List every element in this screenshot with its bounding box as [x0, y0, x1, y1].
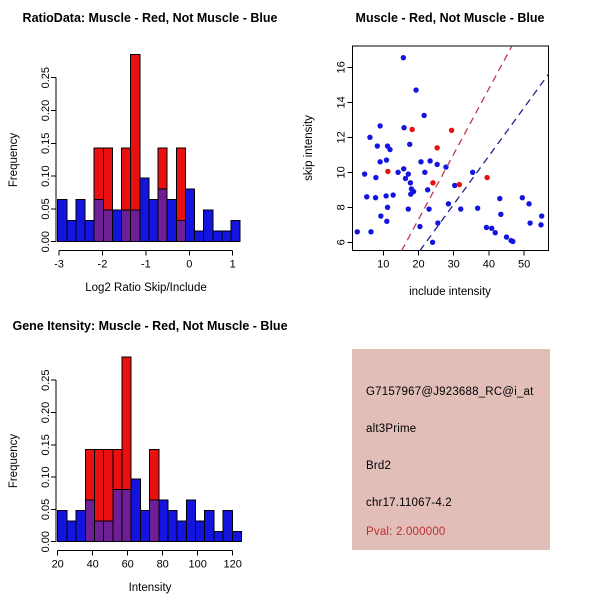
histogram-bar-blue: [140, 510, 149, 541]
plot-box: [353, 46, 549, 251]
y-tick-label: 0.05: [40, 198, 52, 220]
histogram-bar-blue: [196, 521, 205, 542]
scatter-point-blue: [475, 205, 480, 210]
histogram-bar-blue: [231, 221, 240, 242]
scatter-point-red: [449, 128, 454, 133]
histogram-bar-blue: [177, 521, 186, 542]
x-tick-label: -2: [97, 258, 108, 271]
y-tick-label: 0.00: [40, 530, 52, 553]
x-tick-label: 40: [482, 258, 496, 271]
scatter-point-blue: [430, 240, 435, 245]
scatter-point-blue: [406, 206, 411, 211]
scatter-point-blue: [373, 175, 378, 180]
scatter-point-blue: [510, 239, 515, 244]
scatter-point-blue: [368, 229, 373, 234]
scatter-point-blue: [378, 213, 383, 218]
scatter-point-blue: [425, 187, 430, 192]
axes: [348, 67, 524, 255]
histogram-bar-blue: [185, 189, 194, 242]
scatter-point-blue: [497, 196, 502, 201]
histogram-bar-blue: [204, 210, 213, 242]
histogram-bar-overlap: [94, 521, 103, 542]
histogram-bar-blue: [205, 510, 214, 541]
scatter-point-blue: [434, 162, 439, 167]
scatter-point-blue: [383, 193, 388, 198]
scatter-point-blue: [384, 219, 389, 224]
x-tick-label: 20: [412, 258, 425, 271]
y-tick-label: 16: [335, 61, 348, 74]
scatter-point-blue: [408, 180, 413, 185]
scatter-point-red: [409, 127, 414, 132]
x-tick-label: 60: [121, 558, 134, 571]
histogram-bar-blue: [167, 199, 176, 241]
x-tick-label: 50: [517, 258, 531, 271]
x-tick-label: 120: [223, 558, 242, 571]
histogram-bar-overlap: [150, 500, 159, 542]
scatter-point-blue: [470, 170, 475, 175]
chart-title: Muscle - Red, Not Muscle - Blue: [355, 11, 545, 25]
scatter-point-blue: [538, 222, 543, 227]
y-tick-label: 0.10: [40, 165, 52, 187]
histogram-bar-blue: [149, 199, 158, 241]
histogram-bar-blue: [76, 199, 85, 241]
scatter-point-blue: [504, 234, 509, 239]
scatter-point-red: [484, 175, 489, 180]
scatter-point-blue: [489, 226, 494, 231]
histogram-bar-blue: [67, 521, 76, 542]
scatter-point-blue: [422, 170, 427, 175]
scatter-point-blue: [427, 158, 432, 163]
info-line-gene-name: Brd2: [366, 460, 392, 472]
scatter-point-blue: [498, 212, 503, 217]
scatter-point-red: [434, 145, 439, 150]
histogram-bar-blue: [85, 221, 94, 242]
scatter-point-blue: [401, 55, 406, 60]
scatter-point-blue: [367, 135, 372, 140]
histogram-bar-overlap: [176, 221, 185, 242]
info-line-event-type: alt3Prime: [366, 423, 417, 435]
y-axis-label: skip intensity: [303, 115, 315, 181]
histogram-bar-overlap: [131, 210, 140, 242]
histogram-bar-blue: [222, 231, 231, 242]
y-tick-label: 0.15: [40, 132, 52, 155]
histogram-bar-blue: [112, 210, 121, 242]
scatter-point-blue: [401, 166, 406, 171]
scatter-point-blue: [395, 170, 400, 175]
scatter-point-blue: [435, 220, 440, 225]
scatter-point-blue: [458, 206, 463, 211]
histogram-bar-blue: [223, 510, 232, 541]
scatter-point-blue: [377, 159, 382, 164]
x-axis-label: Log2 Ratio Skip/Include: [85, 282, 207, 294]
x-tick-label: 30: [447, 258, 460, 271]
scatter-point-blue: [527, 220, 532, 225]
scatter-point-blue: [384, 157, 389, 162]
histogram-bar-blue: [67, 221, 76, 242]
scatter-point-blue: [377, 123, 382, 128]
scatter-point-red: [385, 169, 390, 174]
histogram-bar-blue: [232, 531, 241, 541]
scatter-point-blue: [364, 194, 369, 199]
histogram-bar-overlap: [122, 490, 131, 542]
x-tick-label: 40: [86, 558, 99, 571]
scatter-point-blue: [484, 225, 489, 230]
scatter-point-blue: [375, 143, 380, 148]
info-line-pval: Pval: 2.000000: [366, 526, 446, 538]
histogram-bar-overlap: [85, 500, 94, 542]
scatter-point-red: [430, 180, 435, 185]
histogram-bar-overlap: [104, 521, 113, 542]
scatter-point-blue: [452, 183, 457, 188]
ratio-histogram: [8, 11, 277, 294]
histogram-bar-blue: [76, 510, 85, 541]
scatter-point-blue: [493, 230, 498, 235]
info-line-location: chr17.11067-4.2: [366, 497, 452, 509]
y-tick-label: 10: [335, 166, 348, 179]
histogram-bar-overlap: [122, 210, 131, 242]
scatter-point-blue: [418, 159, 423, 164]
scatter-point-blue: [401, 125, 406, 130]
gene-intensity-histogram: [8, 319, 288, 594]
chart-title: Gene Itensity: Muscle - Red, Not Muscle - Blue: [12, 319, 288, 333]
histogram-bar-blue: [168, 510, 177, 541]
scatter-point-blue: [403, 176, 408, 181]
skip-include-scatter: [303, 11, 548, 298]
x-tick-label: 0: [186, 258, 193, 271]
histogram-bar-blue: [214, 531, 223, 541]
gene-info-box: [352, 349, 550, 550]
chart-title: RatioData: Muscle - Red, Not Muscle - Blue: [22, 11, 278, 25]
histogram-bar-blue: [186, 500, 195, 542]
scatter-point-blue: [520, 195, 525, 200]
scatter-point-blue: [387, 147, 392, 152]
scatter-point-blue: [385, 205, 390, 210]
histogram-bar-overlap: [103, 210, 112, 242]
muscle-fit-line: [402, 46, 512, 250]
histogram-bar-blue: [213, 231, 222, 242]
histogram-bar-blue: [195, 231, 204, 242]
scatter-point-blue: [355, 229, 360, 234]
y-tick-label: 0.20: [40, 99, 52, 122]
histogram-bar-blue: [131, 479, 140, 542]
y-tick-label: 0.10: [40, 466, 52, 488]
x-axis-label: include intensity: [409, 286, 491, 298]
histogram-bar-blue: [58, 510, 67, 541]
y-axis-label: Frequency: [8, 132, 20, 188]
scatter-point-blue: [421, 113, 426, 118]
scatter-point-blue: [407, 142, 412, 147]
info-line-probe-id: G7157967@J923688_RC@i_at: [366, 386, 534, 398]
y-tick-label: 12: [335, 131, 348, 144]
histogram-bar-overlap: [113, 490, 122, 542]
scatter-point-blue: [539, 213, 544, 218]
y-tick-label: 0.00: [40, 230, 52, 253]
histogram-bar-overlap: [94, 199, 103, 241]
x-tick-label: 10: [377, 258, 390, 271]
scatter-point-blue: [408, 191, 413, 196]
scatter-point-blue: [413, 87, 418, 92]
y-tick-label: 0.05: [40, 498, 53, 521]
y-tick-label: 0.25: [40, 369, 52, 391]
y-tick-label: 14: [335, 96, 348, 109]
histogram-bar-blue: [58, 199, 67, 241]
y-tick-label: 0.25: [40, 66, 52, 89]
scatter-point-blue: [390, 192, 395, 197]
scatter-point-red: [457, 182, 462, 187]
x-axis-label: Intensity: [128, 582, 172, 594]
y-tick-label: 8: [335, 204, 348, 211]
histogram-bar-blue: [159, 500, 168, 542]
histogram-bar-blue: [140, 178, 149, 242]
y-tick-label: 0.15: [40, 434, 52, 456]
y-tick-label: 0.20: [40, 401, 52, 424]
scatter-point-blue: [373, 195, 378, 200]
x-tick-label: 20: [51, 558, 64, 571]
scatter-point-blue: [446, 201, 451, 206]
x-tick-label: 80: [156, 558, 169, 571]
x-tick-label: -1: [140, 258, 151, 271]
x-tick-label: 100: [188, 558, 207, 571]
x-tick-label: 1: [229, 258, 236, 271]
y-tick-label: 6: [335, 239, 348, 246]
scatter-point-blue: [526, 201, 531, 206]
scatter-point-blue: [417, 224, 422, 229]
scatter-point-blue: [426, 206, 431, 211]
y-axis-label: Frequency: [8, 433, 20, 489]
x-tick-label: -3: [54, 258, 64, 271]
scatter-point-blue: [362, 171, 367, 176]
histogram-bar-overlap: [158, 189, 167, 242]
